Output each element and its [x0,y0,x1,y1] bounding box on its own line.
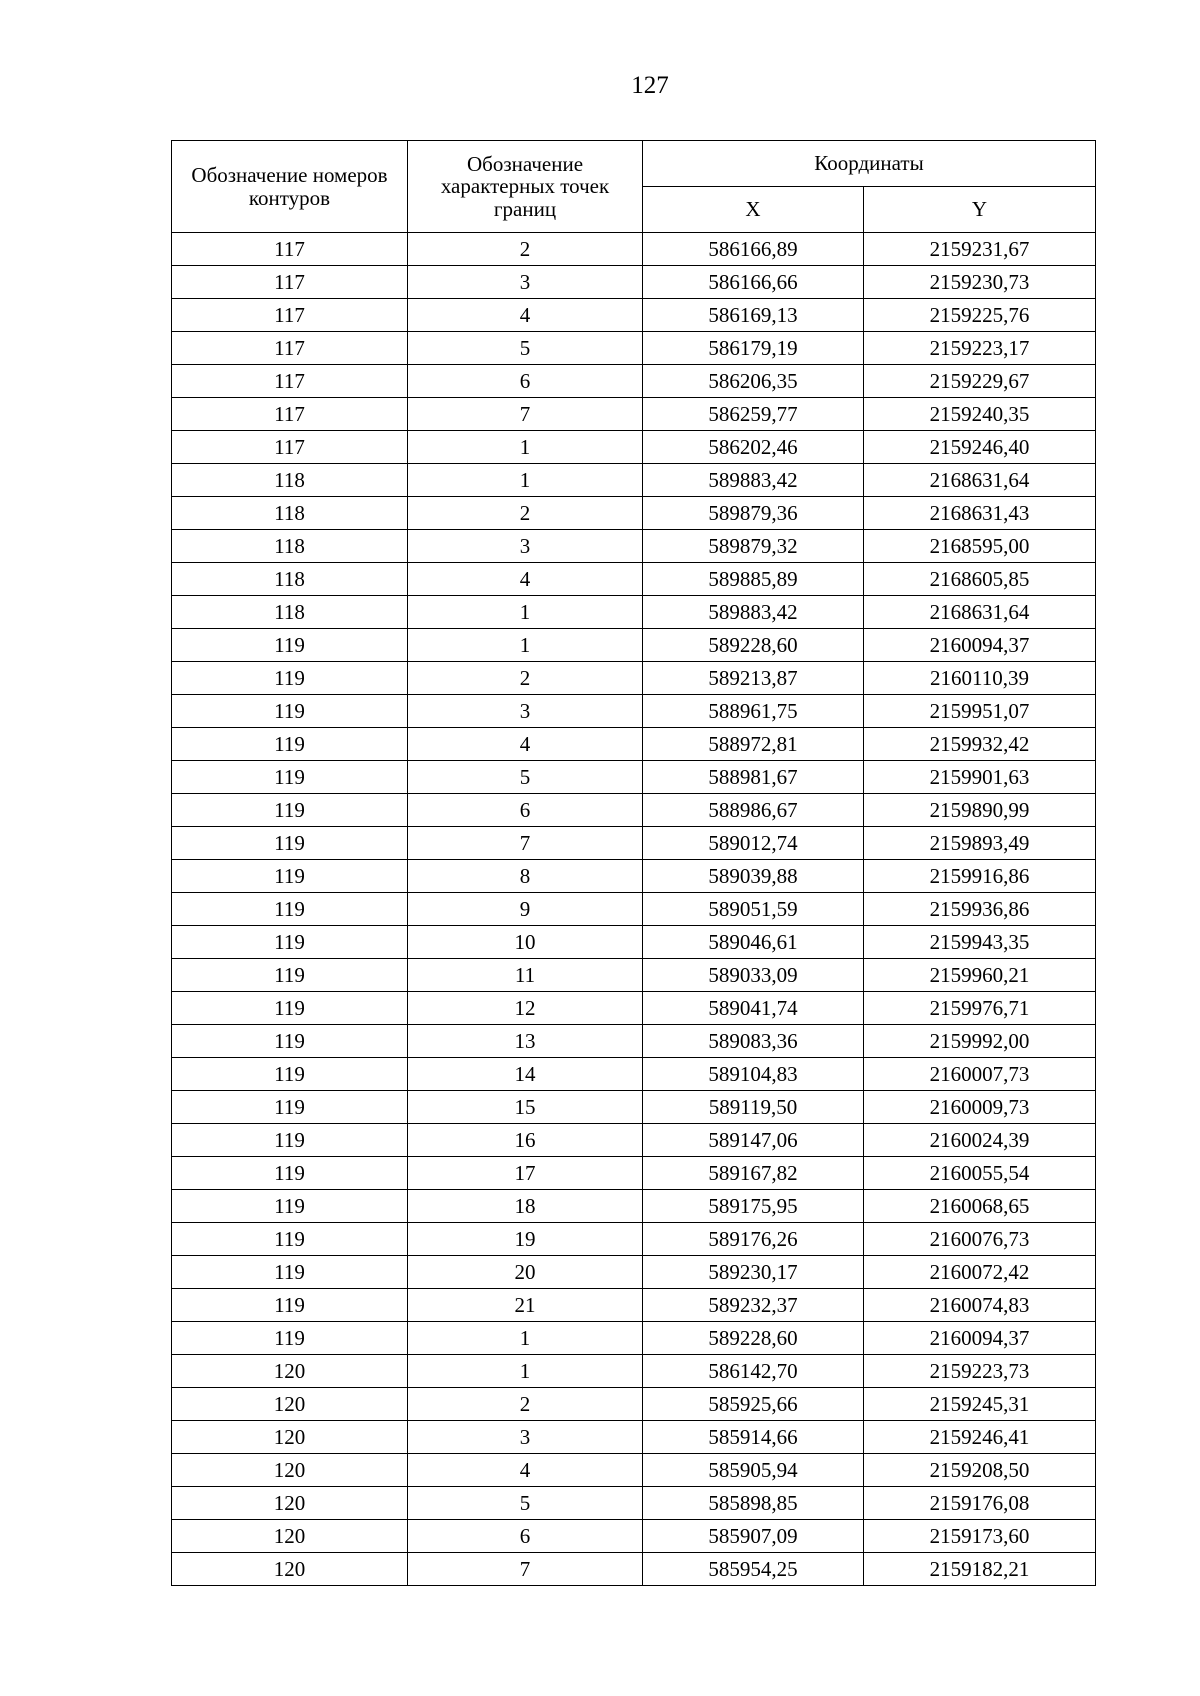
point-cell: 8 [408,860,643,893]
table-row [172,992,1096,1025]
table-row [172,1487,1096,1520]
x-cell: 589051,59 [643,893,864,926]
header-x: X [643,187,864,233]
y-cell: 2159229,67 [864,365,1096,398]
y-cell: 2159230,73 [864,266,1096,299]
y-cell: 2159245,31 [864,1388,1096,1421]
contour-cell: 118 [172,464,408,497]
y-cell: 2160024,39 [864,1124,1096,1157]
y-cell: 2159176,08 [864,1487,1096,1520]
x-cell: 589147,06 [643,1124,864,1157]
y-cell: 2160076,73 [864,1223,1096,1256]
point-cell: 18 [408,1190,643,1223]
y-cell: 2159992,00 [864,1025,1096,1058]
table-row [172,1124,1096,1157]
table-row [172,1190,1096,1223]
contour-cell: 117 [172,398,408,431]
table-row [172,1157,1096,1190]
contour-cell: 119 [172,893,408,926]
contour-cell: 119 [172,992,408,1025]
y-cell: 2159936,86 [864,893,1096,926]
table-row [172,1256,1096,1289]
contour-cell: 117 [172,266,408,299]
x-cell: 585925,66 [643,1388,864,1421]
contour-cell: 119 [172,728,408,761]
y-cell: 2159246,41 [864,1421,1096,1454]
point-cell: 4 [408,1454,643,1487]
table-row [172,728,1096,761]
point-cell: 11 [408,959,643,992]
table-row [172,959,1096,992]
contour-cell: 120 [172,1355,408,1388]
x-cell: 586169,13 [643,299,864,332]
point-cell: 1 [408,431,643,464]
contour-cell: 120 [172,1487,408,1520]
y-cell: 2159901,63 [864,761,1096,794]
point-cell: 2 [408,1388,643,1421]
x-cell: 589213,87 [643,662,864,695]
x-cell: 589119,50 [643,1091,864,1124]
contour-cell: 120 [172,1421,408,1454]
contour-cell: 118 [172,563,408,596]
table-row [172,398,1096,431]
contour-cell: 119 [172,1223,408,1256]
x-cell: 586166,89 [643,233,864,266]
table-row [172,1223,1096,1256]
y-cell: 2159231,67 [864,233,1096,266]
x-cell: 588981,67 [643,761,864,794]
table-row [172,662,1096,695]
table-row [172,1520,1096,1553]
contour-cell: 117 [172,365,408,398]
point-cell: 6 [408,1520,643,1553]
table-row [172,1058,1096,1091]
table-row [172,794,1096,827]
x-cell: 589104,83 [643,1058,864,1091]
contour-cell: 117 [172,431,408,464]
table-row [172,1421,1096,1454]
point-cell: 6 [408,794,643,827]
contour-cell: 119 [172,1157,408,1190]
y-cell: 2160055,54 [864,1157,1096,1190]
point-cell: 1 [408,464,643,497]
x-cell: 585914,66 [643,1421,864,1454]
point-cell: 9 [408,893,643,926]
contour-cell: 119 [172,662,408,695]
y-cell: 2159173,60 [864,1520,1096,1553]
y-cell: 2159976,71 [864,992,1096,1025]
contour-cell: 118 [172,530,408,563]
contour-cell: 117 [172,233,408,266]
table-row [172,1289,1096,1322]
y-cell: 2159182,21 [864,1553,1096,1586]
y-cell: 2160072,42 [864,1256,1096,1289]
contour-cell: 118 [172,497,408,530]
y-cell: 2160110,39 [864,662,1096,695]
y-cell: 2168631,64 [864,464,1096,497]
y-cell: 2160074,83 [864,1289,1096,1322]
x-cell: 589041,74 [643,992,864,1025]
contour-cell: 120 [172,1520,408,1553]
point-cell: 3 [408,530,643,563]
contour-cell: 119 [172,959,408,992]
x-cell: 589883,42 [643,464,864,497]
table-row [172,761,1096,794]
x-cell: 589046,61 [643,926,864,959]
contour-cell: 119 [172,1322,408,1355]
contour-cell: 120 [172,1454,408,1487]
x-cell: 589228,60 [643,1322,864,1355]
contour-cell: 120 [172,1553,408,1586]
table-row [172,1388,1096,1421]
y-cell: 2159951,07 [864,695,1096,728]
table-row [172,1355,1096,1388]
x-cell: 589230,17 [643,1256,864,1289]
contour-cell: 119 [172,1256,408,1289]
coordinates-table [171,140,1096,1586]
table-row [172,827,1096,860]
table-row [172,1025,1096,1058]
contour-cell: 119 [172,1025,408,1058]
contour-cell: 119 [172,1058,408,1091]
contour-cell: 119 [172,794,408,827]
point-cell: 3 [408,695,643,728]
contour-cell: 120 [172,1388,408,1421]
table-row [172,695,1096,728]
point-cell: 19 [408,1223,643,1256]
x-cell: 589039,88 [643,860,864,893]
contour-cell: 119 [172,1124,408,1157]
y-cell: 2168631,64 [864,596,1096,629]
page-number: 127 [631,72,669,99]
table-row [172,332,1096,365]
table-row [172,233,1096,266]
x-cell: 588986,67 [643,794,864,827]
x-cell: 588961,75 [643,695,864,728]
contour-cell: 119 [172,860,408,893]
x-cell: 589879,36 [643,497,864,530]
point-cell: 4 [408,299,643,332]
y-cell: 2159893,49 [864,827,1096,860]
table-row [172,1454,1096,1487]
table-row [172,596,1096,629]
point-cell: 5 [408,1487,643,1520]
y-cell: 2168595,00 [864,530,1096,563]
x-cell: 589879,32 [643,530,864,563]
y-cell: 2160009,73 [864,1091,1096,1124]
contour-cell: 119 [172,1091,408,1124]
point-cell: 1 [408,596,643,629]
point-cell: 2 [408,233,643,266]
table-row [172,629,1096,662]
contour-cell: 119 [172,761,408,794]
table-row [172,530,1096,563]
contour-cell: 118 [172,596,408,629]
point-cell: 6 [408,365,643,398]
y-cell: 2160094,37 [864,1322,1096,1355]
y-cell: 2159246,40 [864,431,1096,464]
table-row [172,497,1096,530]
point-cell: 7 [408,398,643,431]
point-cell: 21 [408,1289,643,1322]
point-cell: 14 [408,1058,643,1091]
x-cell: 585898,85 [643,1487,864,1520]
y-cell: 2159890,99 [864,794,1096,827]
point-cell: 7 [408,827,643,860]
point-cell: 13 [408,1025,643,1058]
y-cell: 2159932,42 [864,728,1096,761]
point-cell: 3 [408,1421,643,1454]
contour-cell: 119 [172,926,408,959]
table-row [172,299,1096,332]
x-cell: 586206,35 [643,365,864,398]
y-cell: 2160068,65 [864,1190,1096,1223]
x-cell: 589232,37 [643,1289,864,1322]
table-row [172,563,1096,596]
table-row [172,1553,1096,1586]
point-cell: 1 [408,1355,643,1388]
x-cell: 586259,77 [643,398,864,431]
point-cell: 5 [408,332,643,365]
x-cell: 585905,94 [643,1454,864,1487]
y-cell: 2160007,73 [864,1058,1096,1091]
table-row [172,1322,1096,1355]
y-cell: 2160094,37 [864,629,1096,662]
table-row [172,926,1096,959]
table-row [172,893,1096,926]
point-cell: 12 [408,992,643,1025]
contour-cell: 119 [172,1190,408,1223]
y-cell: 2168605,85 [864,563,1096,596]
x-cell: 585954,25 [643,1553,864,1586]
x-cell: 589083,36 [643,1025,864,1058]
y-cell: 2159943,35 [864,926,1096,959]
point-cell: 17 [408,1157,643,1190]
contour-cell: 117 [172,332,408,365]
table-row [172,464,1096,497]
x-cell: 586142,70 [643,1355,864,1388]
header-coordinates: Координаты [643,141,1096,187]
table-row [172,1091,1096,1124]
point-cell: 10 [408,926,643,959]
point-cell: 1 [408,629,643,662]
x-cell: 589167,82 [643,1157,864,1190]
y-cell: 2159208,50 [864,1454,1096,1487]
y-cell: 2159225,76 [864,299,1096,332]
table-row [172,860,1096,893]
y-cell: 2168631,43 [864,497,1096,530]
point-cell: 3 [408,266,643,299]
y-cell: 2159960,21 [864,959,1096,992]
header-y: Y [864,187,1096,233]
table-row [172,431,1096,464]
y-cell: 2159223,17 [864,332,1096,365]
x-cell: 589175,95 [643,1190,864,1223]
x-cell: 589012,74 [643,827,864,860]
y-cell: 2159240,35 [864,398,1096,431]
x-cell: 589885,89 [643,563,864,596]
x-cell: 589033,09 [643,959,864,992]
y-cell: 2159916,86 [864,860,1096,893]
y-cell: 2159223,73 [864,1355,1096,1388]
contour-cell: 119 [172,1289,408,1322]
contour-cell: 117 [172,299,408,332]
table-row [172,365,1096,398]
x-cell: 589883,42 [643,596,864,629]
header-contour-numbers: Обозначение номеров контуров [172,141,408,233]
point-cell: 20 [408,1256,643,1289]
contour-cell: 119 [172,629,408,662]
contour-cell: 119 [172,695,408,728]
point-cell: 5 [408,761,643,794]
point-cell: 2 [408,497,643,530]
x-cell: 588972,81 [643,728,864,761]
point-cell: 7 [408,1553,643,1586]
point-cell: 2 [408,662,643,695]
x-cell: 589176,26 [643,1223,864,1256]
x-cell: 586166,66 [643,266,864,299]
table-row [172,266,1096,299]
header-boundary-points: Обозначение характерных точек границ [408,141,643,233]
point-cell: 1 [408,1322,643,1355]
x-cell: 586202,46 [643,431,864,464]
contour-cell: 119 [172,827,408,860]
point-cell: 4 [408,728,643,761]
x-cell: 589228,60 [643,629,864,662]
x-cell: 585907,09 [643,1520,864,1553]
point-cell: 16 [408,1124,643,1157]
point-cell: 15 [408,1091,643,1124]
point-cell: 4 [408,563,643,596]
x-cell: 586179,19 [643,332,864,365]
